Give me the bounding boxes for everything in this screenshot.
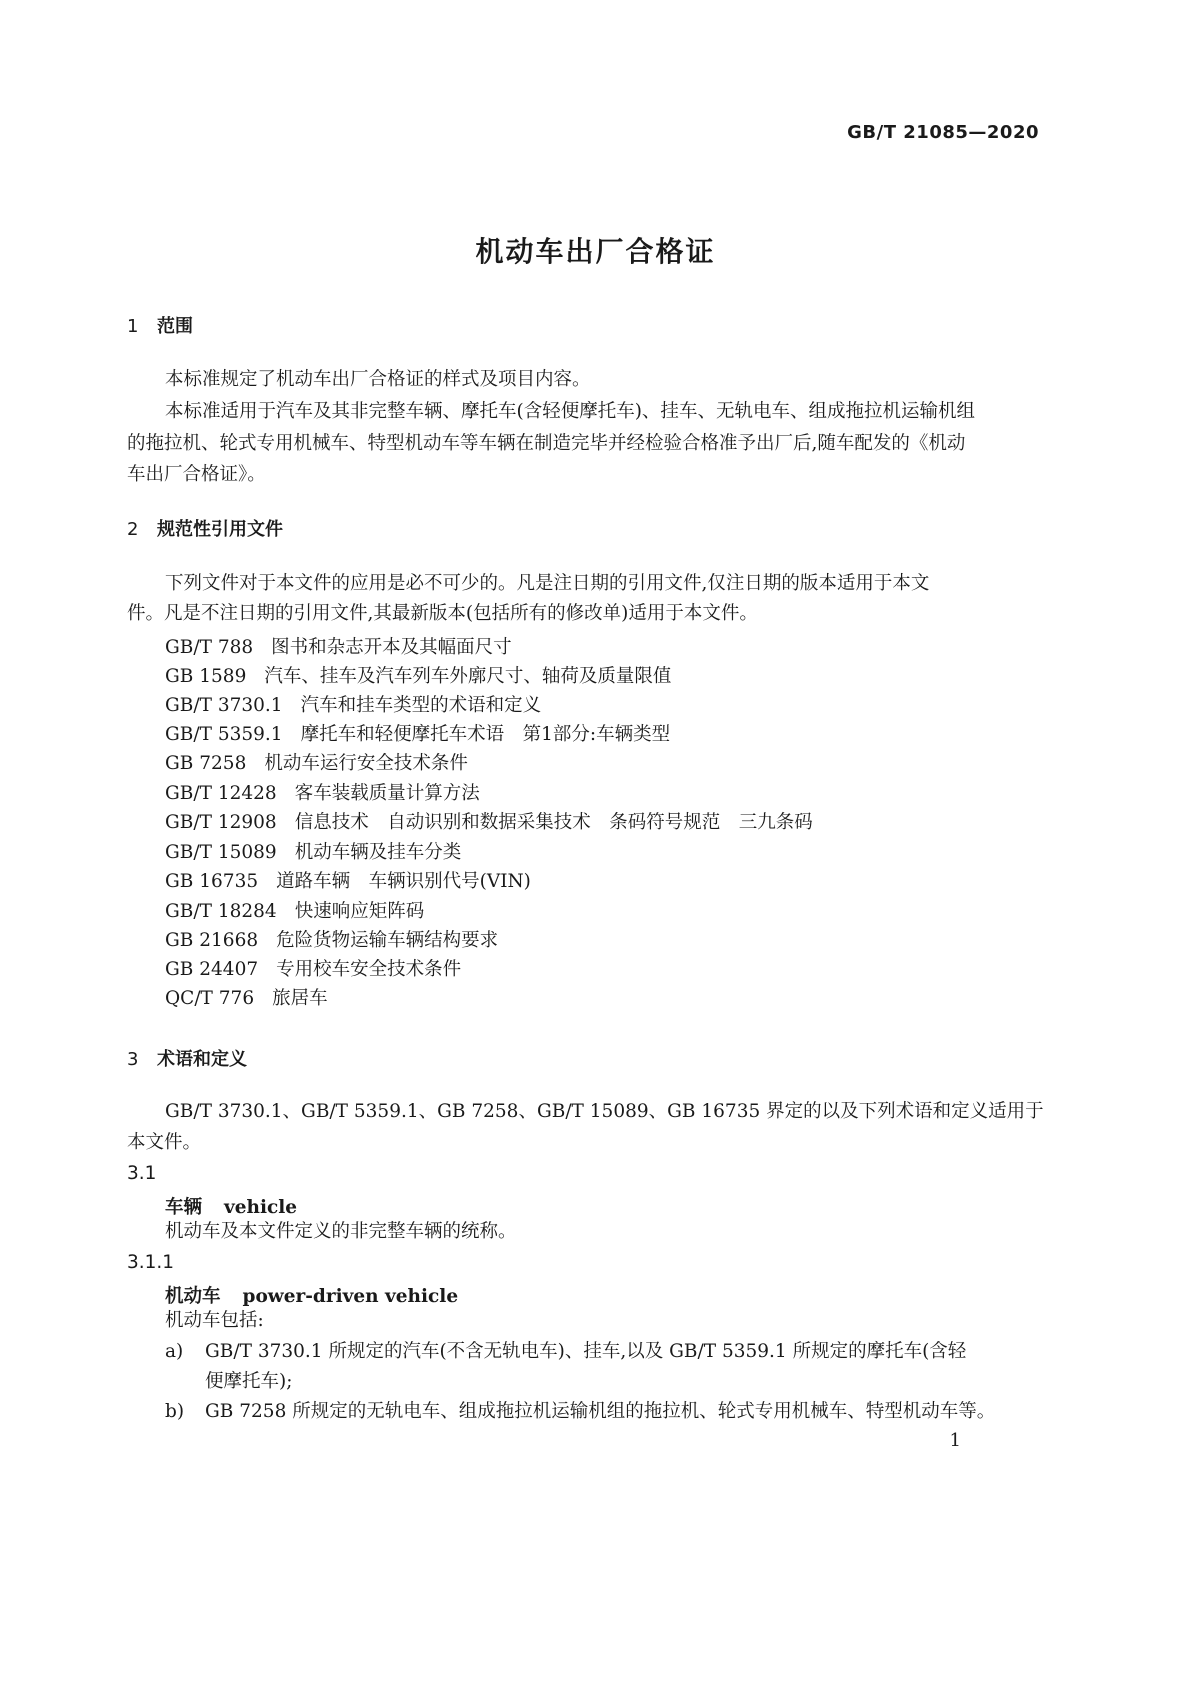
reference-title: 汽车和挂车类型的术语和定义: [300, 695, 542, 716]
reference-item: [165, 779, 480, 805]
reference-title: 快速响应矩阵码: [294, 901, 425, 922]
reference-title: 旅居车: [272, 988, 328, 1009]
reference-title: 机动车运行安全技术条件: [264, 753, 468, 774]
section-1-heading: [127, 312, 193, 338]
section-number: 2: [127, 519, 139, 540]
reference-item: [165, 691, 541, 717]
section-3-heading: [127, 1045, 247, 1071]
term-en: power-driven vehicle: [242, 1286, 459, 1307]
reference-title: 汽车、挂车及汽车列车外廓尺寸、轴荷及质量限值: [264, 666, 672, 687]
term-number: 3.1.1: [127, 1252, 175, 1273]
term-zh: 机动车: [165, 1286, 221, 1307]
reference-item: [165, 720, 670, 746]
reference-item: [165, 633, 512, 659]
reference-title: 道路车辆 车辆识别代号(VIN): [276, 871, 531, 892]
term-definition: 机动车包括:: [165, 1310, 264, 1331]
list-item-continuation: 便摩托车);: [205, 1371, 293, 1392]
paragraph-line: 下列文件对于本文件的应用是必不可少的。凡是注日期的引用文件,仅注日期的版本适用于本文: [165, 573, 930, 594]
reference-code: GB 21668: [165, 930, 259, 951]
paragraph-line: 车出厂合格证》。: [127, 464, 266, 485]
reference-title: 摩托车和轻便摩托车术语 第1部分:车辆类型: [300, 724, 671, 745]
term-definition: 机动车及本文件定义的非完整车辆的统称。: [165, 1221, 517, 1242]
reference-code: GB/T 15089: [165, 842, 277, 863]
reference-code: GB/T 5359.1: [165, 724, 283, 745]
term-number: 3.1: [127, 1163, 157, 1184]
list-item-label: a): [165, 1341, 184, 1362]
reference-item: [165, 662, 671, 688]
reference-item: [165, 955, 461, 981]
reference-item: [165, 838, 461, 864]
reference-code: GB 16735: [165, 871, 259, 892]
page-number: 1: [949, 1430, 961, 1451]
reference-code: GB/T 12908: [165, 812, 277, 833]
paragraph-line: GB/T 3730.1、GB/T 5359.1、GB 7258、GB/T 15089、GB 16735 界定的以及下列术语和定义适用于: [165, 1101, 1044, 1122]
term-en: vehicle: [224, 1197, 298, 1218]
section-number: 3: [127, 1049, 139, 1070]
section-2-heading: [127, 515, 283, 541]
reference-item: [165, 897, 424, 923]
term-zh: 车辆: [165, 1197, 203, 1218]
list-item: [165, 1396, 995, 1428]
section-title: 规范性引用文件: [157, 519, 283, 540]
reference-item: [165, 984, 328, 1010]
reference-item: [165, 867, 531, 893]
list-item-label: b): [165, 1401, 185, 1422]
reference-item: [165, 749, 468, 775]
reference-code: GB/T 18284: [165, 901, 277, 922]
reference-code: QC/T 776: [165, 988, 255, 1009]
list-item-text: GB 7258 所规定的无轨电车、组成拖拉机运输机组的拖拉机、轮式专用机械车、特型机动车等。: [205, 1401, 996, 1422]
list-item-text: GB/T 3730.1 所规定的汽车(不含无轨电车)、挂车,以及 GB/T 5359.1 所规定的摩托车(含轻: [205, 1341, 967, 1362]
standard-number: GB/T 21085—2020: [847, 122, 1039, 143]
section-title: 范围: [157, 316, 193, 337]
reference-item: [165, 808, 813, 834]
reference-item: [165, 926, 498, 952]
reference-title: 信息技术 自动识别和数据采集技术 条码符号规范 三九条码: [294, 812, 813, 833]
list-item: [165, 1336, 966, 1368]
paragraph-line: 件。凡是不注日期的引用文件,其最新版本(包括所有的修改单)适用于本文件。: [127, 603, 758, 624]
reference-code: GB 7258: [165, 753, 247, 774]
section-number: 1: [127, 316, 139, 337]
reference-title: 危险货物运输车辆结构要求: [276, 930, 499, 951]
paragraph-line: 本文件。: [127, 1132, 202, 1153]
reference-code: GB 1589: [165, 666, 247, 687]
reference-code: GB/T 12428: [165, 783, 277, 804]
section-title: 术语和定义: [157, 1049, 247, 1070]
document-title: 机动车出厂合格证: [475, 235, 716, 268]
paragraph-line: 的拖拉机、轮式专用机械车、特型机动车等车辆在制造完毕并经检验合格准予出厂后,随车配发的《机动: [127, 433, 966, 454]
reference-title: 图书和杂志开本及其幅面尺寸: [271, 637, 512, 658]
paragraph-line: 本标准规定了机动车出厂合格证的样式及项目内容。: [165, 369, 591, 390]
reference-title: 机动车辆及挂车分类: [294, 842, 462, 863]
paragraph-line: 本标准适用于汽车及其非完整车辆、摩托车(含轻便摩托车)、挂车、无轨电车、组成拖拉机运输机组: [165, 401, 975, 422]
reference-code: GB 24407: [165, 959, 259, 980]
reference-code: GB/T 788: [165, 637, 254, 658]
reference-code: GB/T 3730.1: [165, 695, 283, 716]
reference-title: 专用校车安全技术条件: [276, 959, 462, 980]
reference-title: 客车装载质量计算方法: [294, 783, 480, 804]
